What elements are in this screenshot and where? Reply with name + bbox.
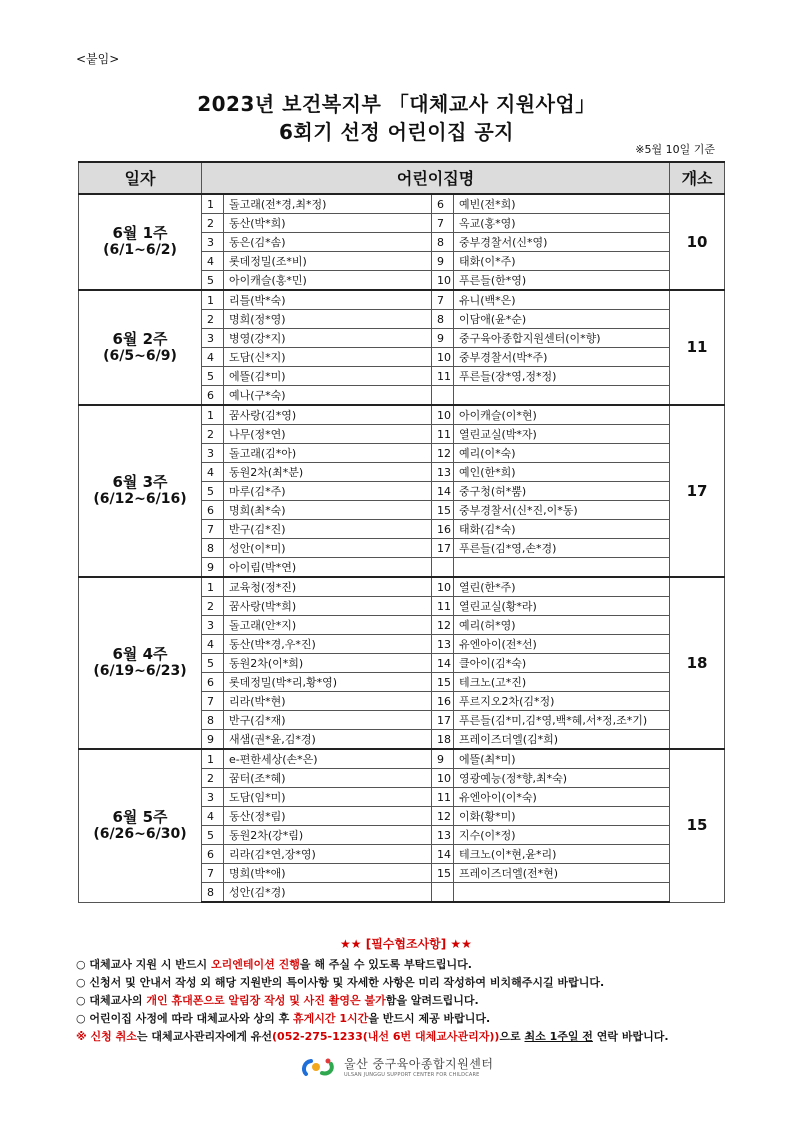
daycare-name: 나무(정*연) — [224, 425, 432, 444]
table-row — [79, 290, 725, 310]
row-number: 8 — [202, 711, 224, 730]
basis-date: ※5월 10일 기준 — [635, 143, 715, 156]
header-count: 개소 — [670, 162, 725, 194]
row-number: 13 — [432, 635, 454, 654]
count-cell: 11 — [670, 290, 725, 405]
note-application: ○ 신청서 및 안내서 작성 외 해당 지원반의 특이사항 및 자세한 사항은 미리 작성하여 비치해주시길 바랍니다. — [76, 976, 605, 989]
daycare-name: 열린교실(박*자) — [454, 425, 670, 444]
note-text: 연락 바랍니다. — [592, 1030, 669, 1043]
daycare-name: 아이캐슬(홍*민) — [224, 271, 432, 291]
week-range: (6/26~6/30) — [93, 825, 187, 842]
table-row — [79, 749, 725, 769]
daycare-name: 프레이즈더엘(전*현) — [454, 864, 670, 883]
daycare-name: 꿈터(조*혜) — [224, 769, 432, 788]
daycare-name: 중구청(허*뿜) — [454, 482, 670, 501]
daycare-name: 명희(박*애) — [224, 864, 432, 883]
table-row — [79, 577, 725, 597]
row-number: 9 — [202, 730, 224, 750]
note-phone-usage — [76, 992, 736, 1010]
daycare-name: 예리(이*숙) — [454, 444, 670, 463]
row-number: 15 — [432, 673, 454, 692]
notes-heading: ★★ [필수협조사항] ★★ — [340, 937, 472, 951]
daycare-name: 도담(신*지) — [224, 348, 432, 367]
daycare-name: 중부경찰서(신*진,이*동) — [454, 501, 670, 520]
daycare-name: 태화(이*주) — [454, 252, 670, 271]
row-number: 5 — [202, 482, 224, 501]
row-number: 14 — [432, 482, 454, 501]
row-number: 7 — [432, 290, 454, 310]
row-number: 11 — [432, 788, 454, 807]
daycare-name — [454, 883, 670, 903]
row-number: 11 — [432, 597, 454, 616]
row-number: 16 — [432, 520, 454, 539]
daycare-name: 명희(정*영) — [224, 310, 432, 329]
week-range: (6/12~6/16) — [93, 491, 187, 507]
note-highlight: 휴게시간 1시간 — [293, 1012, 369, 1025]
daycare-name: 열린교실(황*라) — [454, 597, 670, 616]
daycare-name: 클아이(김*숙) — [454, 654, 670, 673]
row-number: 2 — [202, 425, 224, 444]
daycare-name: 이화(황*미) — [454, 807, 670, 826]
daycare-name: 테크노(고*진) — [454, 673, 670, 692]
daycare-name: 돌고래(안*지) — [224, 616, 432, 635]
table-row — [79, 405, 725, 425]
daycare-name: 리라(김*연,장*영) — [224, 845, 432, 864]
week-range: (6/5~6/9) — [103, 347, 177, 364]
daycare-name: 에뜰(최*미) — [454, 749, 670, 769]
daycare-name: 푸르지오2차(김*정) — [454, 692, 670, 711]
row-number: 10 — [432, 577, 454, 597]
daycare-name: 리라(박*현) — [224, 692, 432, 711]
row-number: 8 — [432, 310, 454, 329]
note-text: 을 해 주실 수 있도록 부탁드립니다. — [299, 958, 472, 971]
daycare-name: 롯데정밀(조*비) — [224, 252, 432, 271]
daycare-name: 테크노(이*현,윤*리) — [454, 845, 670, 864]
row-number: 5 — [202, 654, 224, 673]
count-cell: 17 — [670, 405, 725, 577]
row-number: 2 — [202, 310, 224, 329]
week-label: 6월 5주 — [112, 807, 168, 826]
notes-section — [76, 935, 736, 1046]
daycare-name: 동원2차(강*림) — [224, 826, 432, 845]
row-number: 11 — [432, 425, 454, 444]
row-number: 16 — [432, 692, 454, 711]
note-orientation — [76, 956, 736, 974]
row-number: 3 — [202, 444, 224, 463]
week-label: 6월 1주 — [112, 224, 168, 242]
row-number: 13 — [432, 463, 454, 482]
daycare-name: 성안(김*경) — [224, 883, 432, 903]
row-number — [432, 558, 454, 578]
daycare-name: 에뜰(김*미) — [224, 367, 432, 386]
row-number: 8 — [202, 883, 224, 903]
row-number: 15 — [432, 501, 454, 520]
row-number: 18 — [432, 730, 454, 750]
row-number: 9 — [202, 558, 224, 578]
row-number: 4 — [202, 463, 224, 482]
row-number: 10 — [432, 769, 454, 788]
daycare-name: 명희(최*숙) — [224, 501, 432, 520]
week-label: 6월 2주 — [112, 329, 168, 348]
daycare-name: 예리(허*영) — [454, 616, 670, 635]
row-number: 6 — [432, 194, 454, 214]
row-number — [432, 386, 454, 406]
daycare-name: 꿈사랑(김*영) — [224, 405, 432, 425]
note-highlight: 오리엔테이션 진행 — [211, 958, 300, 971]
row-number: 3 — [202, 616, 224, 635]
daycare-name: 아이림(박*연) — [224, 558, 432, 578]
row-number: 7 — [202, 520, 224, 539]
daycare-name: e-편한세상(손*은) — [224, 749, 432, 769]
week-cell — [79, 290, 202, 405]
daycare-name: 반구(김*진) — [224, 520, 432, 539]
count-cell: 10 — [670, 194, 725, 290]
center-logo-icon — [300, 1056, 338, 1078]
row-number: 7 — [202, 864, 224, 883]
row-number: 6 — [202, 501, 224, 520]
row-number: 4 — [202, 348, 224, 367]
row-number: 7 — [432, 214, 454, 233]
note-text: 는 대체교사관리자에게 유선 — [136, 1030, 273, 1043]
row-number: 4 — [202, 807, 224, 826]
daycare-name: 동원2차(최*분) — [224, 463, 432, 482]
daycare-name — [454, 386, 670, 406]
row-number: 9 — [432, 252, 454, 271]
daycare-name: 지수(이*정) — [454, 826, 670, 845]
row-number: 15 — [432, 864, 454, 883]
row-number: 17 — [432, 539, 454, 558]
daycare-name: 도담(임*미) — [224, 788, 432, 807]
row-number: 3 — [202, 329, 224, 348]
row-number: 5 — [202, 271, 224, 291]
daycare-name — [454, 558, 670, 578]
daycare-name: 새샘(권*윤,김*경) — [224, 730, 432, 750]
daycare-name: 교육청(정*진) — [224, 577, 432, 597]
row-number: 3 — [202, 788, 224, 807]
row-number: 4 — [202, 252, 224, 271]
daycare-name: 예빈(전*희) — [454, 194, 670, 214]
daycare-name: 예인(한*희) — [454, 463, 670, 482]
row-number: 10 — [432, 271, 454, 291]
row-number: 12 — [432, 616, 454, 635]
daycare-name: 동산(박*희) — [224, 214, 432, 233]
row-number: 2 — [202, 214, 224, 233]
daycare-name: 리틀(박*숙) — [224, 290, 432, 310]
row-number: 6 — [202, 845, 224, 864]
count-cell: 15 — [670, 749, 725, 902]
daycare-name: 프레이즈더엘(김*희) — [454, 730, 670, 750]
note-text: ○ 어린이집 사정에 따라 대체교사와 상의 후 — [76, 1012, 294, 1025]
daycare-name: 동산(박*경,우*진) — [224, 635, 432, 654]
row-number: 2 — [202, 769, 224, 788]
daycare-name: 동은(김*솜) — [224, 233, 432, 252]
week-cell — [79, 405, 202, 577]
daycare-name: 롯데정밀(박*리,황*영) — [224, 673, 432, 692]
note-highlight: ※ 신청 취소 — [76, 1030, 137, 1043]
row-number: 1 — [202, 405, 224, 425]
note-text: 함을 알려드립니다. — [385, 994, 479, 1007]
note-text: 으로 — [499, 1030, 525, 1043]
contact-phone: (052-275-1233(내선 6번 대체교사관리자)) — [272, 1030, 500, 1043]
table-header-row — [79, 162, 725, 194]
daycare-name: 반구(김*재) — [224, 711, 432, 730]
row-number: 9 — [432, 329, 454, 348]
daycare-name: 열린(한*주) — [454, 577, 670, 597]
attachment-label: <붙임> — [76, 52, 120, 66]
row-number: 14 — [432, 845, 454, 864]
daycare-name: 동원2차(이*희) — [224, 654, 432, 673]
daycare-name: 푸른들(장*영,정*정) — [454, 367, 670, 386]
daycare-name: 돌고래(전*경,최*정) — [224, 194, 432, 214]
row-number: 8 — [432, 233, 454, 252]
row-number: 5 — [202, 826, 224, 845]
row-number: 6 — [202, 386, 224, 406]
note-break-time — [76, 1010, 736, 1028]
week-label: 6월 4주 — [112, 645, 168, 663]
daycare-name: 영광예능(정*향,최*숙) — [454, 769, 670, 788]
row-number: 1 — [202, 577, 224, 597]
header-date: 일자 — [79, 162, 202, 194]
row-number: 3 — [202, 233, 224, 252]
daycare-name: 돌고래(김*아) — [224, 444, 432, 463]
row-number: 6 — [202, 673, 224, 692]
row-number: 11 — [432, 367, 454, 386]
daycare-name: 병영(강*지) — [224, 329, 432, 348]
daycare-name: 꿈사랑(박*희) — [224, 597, 432, 616]
daycare-name: 유니(백*은) — [454, 290, 670, 310]
daycare-name: 푸른들(한*영) — [454, 271, 670, 291]
row-number: 13 — [432, 826, 454, 845]
selection-table — [78, 161, 725, 903]
org-logo — [300, 1055, 493, 1078]
daycare-name: 유엔아이(이*숙) — [454, 788, 670, 807]
daycare-name: 푸른들(김*영,손*경) — [454, 539, 670, 558]
row-number: 9 — [432, 749, 454, 769]
daycare-name: 중부경찰서(박*주) — [454, 348, 670, 367]
note-text: 을 반드시 제공 바랍니다. — [368, 1012, 491, 1025]
row-number: 1 — [202, 749, 224, 769]
daycare-name: 중부경찰서(신*영) — [454, 233, 670, 252]
row-number: 10 — [432, 348, 454, 367]
daycare-name: 옥교(홍*영) — [454, 214, 670, 233]
row-number: 12 — [432, 444, 454, 463]
row-number — [432, 883, 454, 903]
note-cancellation — [76, 1028, 736, 1046]
daycare-name: 동산(정*림) — [224, 807, 432, 826]
daycare-name: 예나(구*숙) — [224, 386, 432, 406]
document-title: 2023년 보건복지부 「대체교사 지원사업」 — [197, 92, 596, 116]
row-number: 14 — [432, 654, 454, 673]
row-number: 4 — [202, 635, 224, 654]
daycare-name: 성안(이*미) — [224, 539, 432, 558]
org-name-en: ULSAN JUNGGU SUPPORT CENTER FOR CHILDCARE — [344, 1072, 480, 1078]
table-row — [79, 194, 725, 214]
week-range: (6/19~6/23) — [93, 663, 187, 679]
document-subtitle: 6회기 선정 어린이집 공지 — [278, 120, 514, 144]
note-underlined: 최소 1주일 전 — [524, 1030, 593, 1043]
daycare-name: 유엔아이(전*선) — [454, 635, 670, 654]
header-name: 어린이집명 — [202, 162, 670, 194]
daycare-name: 푸른들(김*미,김*영,백*혜,서*정,조*기) — [454, 711, 670, 730]
daycare-name: 중구육아종합지원센터(이*향) — [454, 329, 670, 348]
week-cell — [79, 194, 202, 290]
org-name: 울산 중구육아종합지원센터 — [344, 1057, 494, 1071]
row-number: 8 — [202, 539, 224, 558]
row-number: 17 — [432, 711, 454, 730]
week-cell — [79, 749, 202, 902]
row-number: 2 — [202, 597, 224, 616]
row-number: 10 — [432, 405, 454, 425]
daycare-name: 태화(김*숙) — [454, 520, 670, 539]
note-text: ○ 대체교사의 — [76, 994, 147, 1007]
row-number: 7 — [202, 692, 224, 711]
note-highlight: 개인 휴대폰으로 알림장 작성 및 사진 촬영은 불가 — [146, 994, 386, 1007]
count-cell: 18 — [670, 577, 725, 749]
week-label: 6월 3주 — [112, 473, 168, 491]
daycare-name: 마루(김*주) — [224, 482, 432, 501]
daycare-name: 아이캐슬(이*현) — [454, 405, 670, 425]
note-text: ○ 대체교사 지원 시 반드시 — [76, 958, 212, 971]
row-number: 1 — [202, 194, 224, 214]
week-cell — [79, 577, 202, 749]
row-number: 1 — [202, 290, 224, 310]
row-number: 12 — [432, 807, 454, 826]
daycare-name: 이담애(윤*순) — [454, 310, 670, 329]
row-number: 5 — [202, 367, 224, 386]
week-range: (6/1~6/2) — [103, 242, 177, 258]
